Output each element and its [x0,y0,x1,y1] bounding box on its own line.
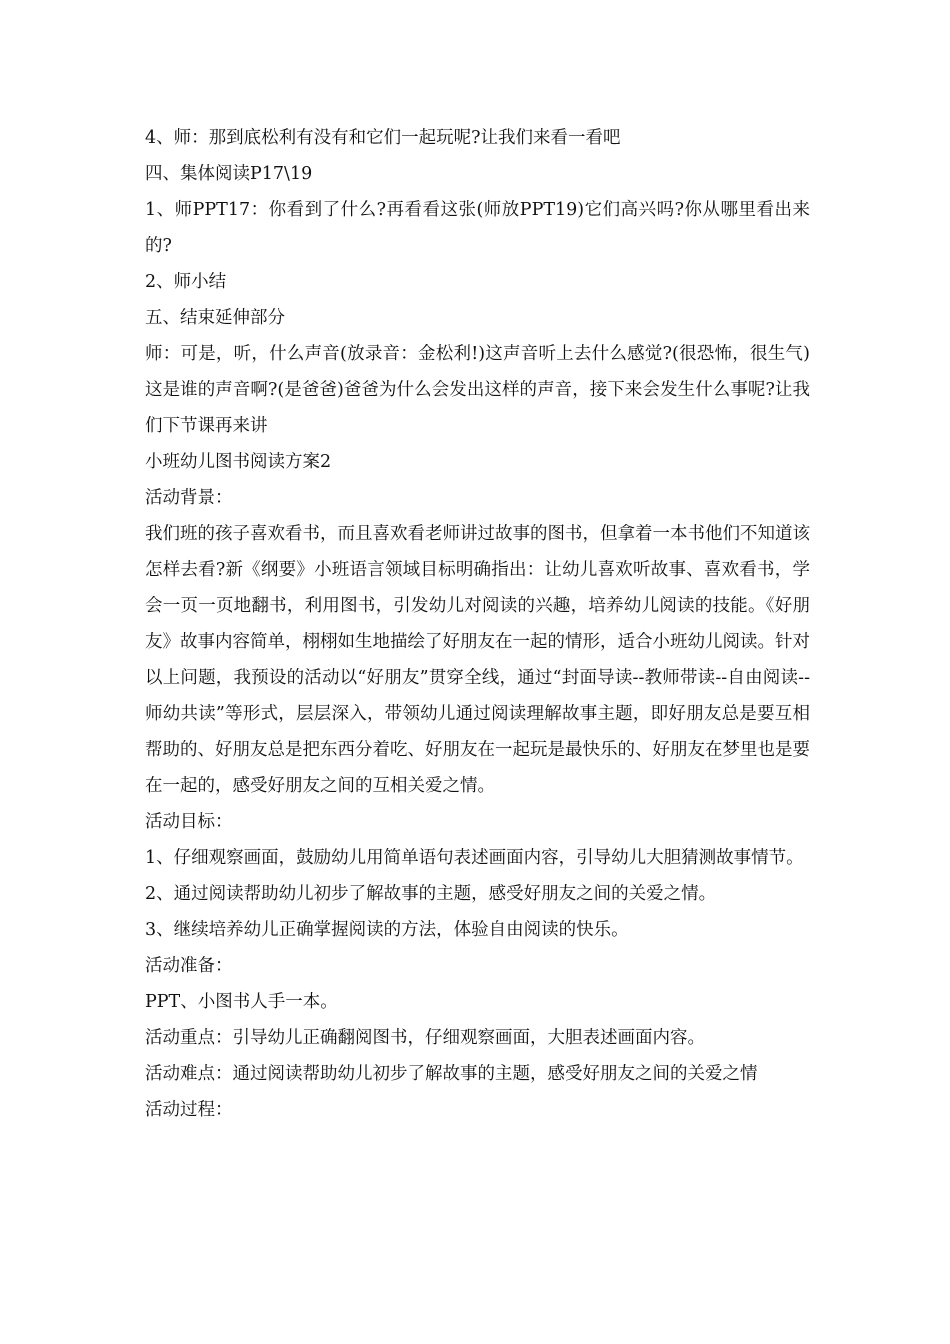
paragraph: 2、师小结 [145,272,227,292]
document-body [145,120,810,1128]
paragraph: 活动难点：通过阅读帮助幼儿初步了解故事的主题，感受好朋友之间的关爱之情 [145,1064,758,1084]
paragraph: 我们班的孩子喜欢看书，而且喜欢看老师讲过故事的图书，但拿着一本书他们不知道该怎样去看?新《纲要》小班语言领域目标明确指出：让幼儿喜欢听故事、喜欢看书，学会一页一页地翻书，利用图书，引发幼儿对阅读的兴趣，培养幼儿阅读的技能。《好朋友》故事内容简单，栩栩如生地描绘了好朋友在一起的情形，适合小班幼儿阅读。针对以上问题，我预设的活动以“好朋友”贯穿全线，通过“封面导读--教师带读--自由阅读--师幼共读”等形式，层层深入，带领幼儿通过阅读理解故事主题，即好朋友总是要互相帮助的、好朋友总是把东西分着吃、好朋友在一起玩是最快乐的、好朋友在梦里也是要在一起的，感受好朋友之间的互相关爱之情。 [145,524,810,796]
list-item: 2、通过阅读帮助幼儿初步了解故事的主题，感受好朋友之间的关爱之情。 [145,884,717,904]
section-heading: 活动背景： [145,488,233,508]
section-heading: 五、结束延伸部分 [145,308,285,328]
list-item: 3、继续培养幼儿正确掌握阅读的方法，体验自由阅读的快乐。 [145,920,629,940]
list-item: 1、仔细观察画面，鼓励幼儿用简单语句表述画面内容，引导幼儿大胆猜测故事情节。 [145,848,804,868]
section-heading: 四、集体阅读P17\19 [145,164,313,184]
paragraph: PPT、小图书人手一本。 [145,992,338,1012]
section-heading: 活动准备： [145,956,233,976]
paragraph: 活动重点：引导幼儿正确翻阅图书，仔细观察画面，大胆表述画面内容。 [145,1028,705,1048]
paragraph: 1、师PPT17：你看到了什么?再看看这张(师放PPT19)它们高兴吗?你从哪里看出来的? [145,200,810,256]
paragraph: 4、师：那到底松利有没有和它们一起玩呢?让我们来看一看吧 [145,128,621,148]
section-heading: 活动过程： [145,1100,233,1120]
document-title: 小班幼儿图书阅读方案2 [145,452,332,472]
paragraph: 师：可是，听，什么声音(放录音：金松利!)这声音听上去什么感觉?(很恐怖，很生气)这是谁的声音啊?(是爸爸)爸爸为什么会发出这样的声音，接下来会发生什么事呢?让我们下节课再来讲 [145,344,810,436]
section-heading: 活动目标： [145,812,233,832]
